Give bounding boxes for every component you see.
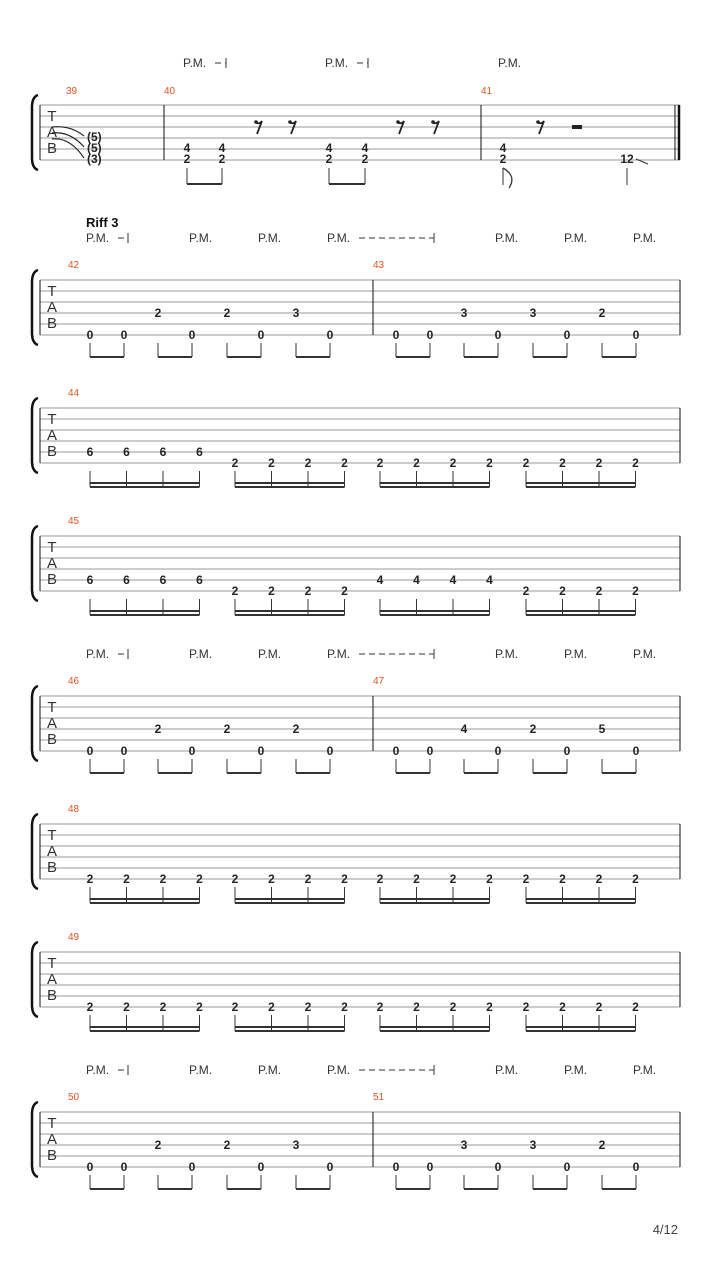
measure-47-fret: 0: [494, 744, 502, 758]
measure-47-fret: 0: [426, 744, 434, 758]
measure-number: 39: [66, 86, 78, 97]
measure-44-fret: 6: [196, 445, 203, 459]
palm-mute-label: P.M.: [633, 1063, 657, 1077]
tab-clef-t: T: [47, 827, 57, 844]
measure-43-fret: 2: [598, 306, 606, 320]
chord-fret-lower: 2: [183, 152, 191, 166]
measure-44-fret: 2: [449, 456, 457, 470]
measure-42-fret: 3: [292, 306, 300, 320]
measure-49-fret: 2: [341, 1000, 348, 1014]
chord-fret-upper: 4: [361, 141, 369, 155]
measure-43-fret: 0: [392, 328, 400, 342]
measure-49-fret: 2: [196, 1000, 203, 1014]
measure-45-fret: 4: [486, 573, 493, 587]
measure-number: 49: [68, 932, 80, 943]
measure-45-fret: 6: [123, 573, 130, 587]
measure-43-fret: 0: [563, 328, 571, 342]
measure-48-fret: 2: [522, 872, 530, 886]
tab-clef-a: A: [46, 1131, 58, 1148]
palm-mute-label: P.M.: [189, 231, 213, 245]
measure-51-fret: 0: [632, 1160, 640, 1174]
tuning-note: (5): [87, 141, 102, 155]
tab-clef-a: A: [46, 299, 58, 316]
measure-44-fret: 6: [86, 445, 94, 459]
measure-49-fret: 2: [559, 1000, 566, 1014]
measure-45-fret: 6: [86, 573, 94, 587]
measure-49-fret: 2: [376, 1000, 384, 1014]
measure-number: 45: [68, 516, 80, 527]
palm-mute-label: P.M.: [633, 647, 657, 661]
measure-50-fret: 0: [326, 1160, 334, 1174]
measure-50-fret: 0: [257, 1160, 265, 1174]
system-bracket: [32, 814, 38, 889]
tab-clef-b: B: [46, 571, 58, 588]
palm-mute-label: P.M.: [564, 647, 588, 661]
chord-fret-upper: 4: [183, 141, 191, 155]
measure-43-fret: 3: [460, 306, 468, 320]
measure-49-fret: 2: [522, 1000, 530, 1014]
measure-48-fret: 2: [159, 872, 167, 886]
tuning-note: (5): [87, 130, 102, 144]
system-bracket: [32, 398, 38, 473]
measure-49-fret: 2: [304, 1000, 312, 1014]
measure-51-fret: 3: [529, 1138, 537, 1152]
measure-49-fret: 2: [123, 1000, 130, 1014]
measure-42-fret: 0: [188, 328, 196, 342]
measure-51-fret: 0: [426, 1160, 434, 1174]
tab-clef-t: T: [47, 1115, 57, 1132]
palm-mute-label: P.M.: [327, 1063, 351, 1077]
measure-49-fret: 2: [595, 1000, 603, 1014]
measure-49-fret: 2: [449, 1000, 457, 1014]
measure-44-fret: 2: [231, 456, 239, 470]
measure-44-fret: 2: [341, 456, 348, 470]
measure-51-fret: 3: [460, 1138, 468, 1152]
measure-47-fret: 0: [563, 744, 571, 758]
measure-48-fret: 2: [559, 872, 566, 886]
measure-45-fret: 2: [341, 584, 348, 598]
measure-50-fret: 0: [86, 1160, 94, 1174]
tab-clef-t: T: [47, 955, 57, 972]
palm-mute-label: P.M.: [258, 1063, 282, 1077]
measure-45-fret: 2: [231, 584, 239, 598]
measure-50-fret: 0: [188, 1160, 196, 1174]
palm-mute-label: P.M.: [327, 231, 351, 245]
measure-51-fret: 0: [563, 1160, 571, 1174]
measure-50-fret: 3: [292, 1138, 300, 1152]
palm-mute-label: P.M.: [327, 647, 351, 661]
eighth-rest-dot: [288, 120, 292, 124]
measure-49-fret: 2: [632, 1000, 639, 1014]
measure-45-fret: 4: [413, 573, 420, 587]
eighth-rest-dot: [396, 120, 400, 124]
measure-51-fret: 0: [494, 1160, 502, 1174]
measure-45-fret: 2: [632, 584, 639, 598]
tab-clef-a: A: [46, 555, 58, 572]
palm-mute-label: P.M.: [495, 647, 519, 661]
measure-number: 41: [481, 86, 493, 97]
tab-clef-t: T: [47, 411, 57, 428]
measure-47-fret: 2: [529, 722, 537, 736]
chord-fret-lower: 2: [218, 152, 226, 166]
system-bracket: [32, 95, 38, 170]
chord-fret-upper: 4: [499, 141, 507, 155]
palm-mute-label: P.M.: [633, 231, 657, 245]
measure-44-fret: 2: [559, 456, 566, 470]
palm-mute-label: P.M.: [498, 56, 522, 70]
tab-clef-a: A: [46, 427, 58, 444]
system-6: [32, 804, 680, 903]
measure-45-fret: 2: [559, 584, 566, 598]
measure-48-fret: 2: [341, 872, 348, 886]
system-3: [32, 388, 680, 487]
measure-47-fret: 0: [632, 744, 640, 758]
measure-46-fret: 2: [292, 722, 300, 736]
measure-48-fret: 2: [86, 872, 94, 886]
measure-49-fret: 2: [231, 1000, 239, 1014]
measure-48-fret: 2: [449, 872, 457, 886]
system-5: [32, 647, 680, 773]
measure-50-fret: 2: [223, 1138, 231, 1152]
measure-number: 51: [373, 1092, 385, 1103]
measure-number: 40: [164, 86, 176, 97]
measure-number: 42: [68, 260, 80, 271]
tab-clef-b: B: [46, 1147, 58, 1164]
measure-45-fret: 6: [196, 573, 203, 587]
measure-46-fret: 2: [154, 722, 162, 736]
tuning-note: (3): [87, 152, 102, 166]
measure-44-fret: 2: [595, 456, 603, 470]
palm-mute-label: P.M.: [189, 1063, 213, 1077]
measure-44-fret: 6: [159, 445, 167, 459]
measure-43-fret: 3: [529, 306, 537, 320]
measure-48-fret: 2: [268, 872, 275, 886]
system-bracket: [32, 1102, 38, 1177]
tab-clef-t: T: [47, 539, 57, 556]
measure-46-fret: 0: [120, 744, 128, 758]
palm-mute-label: P.M.: [183, 56, 207, 70]
measure-44-fret: 2: [632, 456, 639, 470]
measure-48-fret: 2: [632, 872, 639, 886]
measure-47-fret: 5: [598, 722, 606, 736]
tab-clef-b: B: [46, 859, 58, 876]
measure-43-fret: 0: [632, 328, 640, 342]
tab-clef-b: B: [46, 987, 58, 1004]
measure-44-fret: 2: [268, 456, 275, 470]
measure-51-fret: 0: [392, 1160, 400, 1174]
eighth-rest-dot: [254, 120, 258, 124]
measure-48-fret: 2: [413, 872, 420, 886]
tab-clef-b: B: [46, 731, 58, 748]
measure-51-fret: 2: [598, 1138, 606, 1152]
measure-45-fret: 2: [268, 584, 275, 598]
measure-48-fret: 2: [486, 872, 493, 886]
palm-mute-label: P.M.: [189, 647, 213, 661]
measure-42-fret: 0: [326, 328, 334, 342]
measure-43-fret: 0: [494, 328, 502, 342]
measure-number: 43: [373, 260, 385, 271]
system-2: [32, 215, 680, 357]
note-flag: [503, 168, 512, 188]
measure-49-fret: 2: [413, 1000, 420, 1014]
measure-44-fret: 2: [413, 456, 420, 470]
eighth-rest-dot: [431, 120, 435, 124]
palm-mute-label: P.M.: [325, 56, 349, 70]
page-number: 4/12: [652, 1222, 678, 1237]
palm-mute-label: P.M.: [86, 231, 110, 245]
measure-number: 47: [373, 676, 385, 687]
tab-clef-a: A: [46, 124, 58, 141]
system-bracket: [32, 526, 38, 601]
measure-42-fret: 0: [86, 328, 94, 342]
tab-clef-t: T: [47, 108, 57, 125]
measure-44-fret: 2: [304, 456, 312, 470]
measure-46-fret: 2: [223, 722, 231, 736]
measure-44-fret: 6: [123, 445, 130, 459]
tab-clef-a: A: [46, 843, 58, 860]
measure-45-fret: 2: [595, 584, 603, 598]
tab-clef-b: B: [46, 140, 58, 157]
tab-clef-a: A: [46, 715, 58, 732]
measure-number: 48: [68, 804, 80, 815]
measure-49-fret: 2: [159, 1000, 167, 1014]
tab-clef-t: T: [47, 699, 57, 716]
riff-label: Riff 3: [86, 215, 119, 230]
measure-49-fret: 2: [486, 1000, 493, 1014]
slide-fret: 12: [620, 152, 634, 166]
measure-42-fret: 2: [223, 306, 231, 320]
measure-45-fret: 6: [159, 573, 167, 587]
measure-48-fret: 2: [123, 872, 130, 886]
system-1: [32, 56, 680, 188]
eighth-rest-dot: [536, 120, 540, 124]
system-4: [32, 516, 680, 615]
palm-mute-label: P.M.: [495, 1063, 519, 1077]
measure-42-fret: 0: [257, 328, 265, 342]
measure-number: 46: [68, 676, 80, 687]
system-bracket: [32, 270, 38, 345]
measure-45-fret: 2: [522, 584, 530, 598]
chord-fret-lower: 2: [499, 152, 507, 166]
system-bracket: [32, 686, 38, 761]
measure-48-fret: 2: [376, 872, 384, 886]
measure-48-fret: 2: [231, 872, 239, 886]
measure-48-fret: 2: [304, 872, 312, 886]
palm-mute-label: P.M.: [564, 1063, 588, 1077]
palm-mute-label: P.M.: [258, 231, 282, 245]
measure-42-fret: 0: [120, 328, 128, 342]
measure-45-fret: 2: [304, 584, 312, 598]
measure-46-fret: 0: [86, 744, 94, 758]
half-rest: [572, 125, 582, 129]
palm-mute-label: P.M.: [258, 647, 282, 661]
tab-clef-b: B: [46, 443, 58, 460]
palm-mute-label: P.M.: [495, 231, 519, 245]
measure-46-fret: 0: [257, 744, 265, 758]
measure-45-fret: 4: [376, 573, 384, 587]
chord-fret-lower: 2: [361, 152, 369, 166]
measure-50-fret: 2: [154, 1138, 162, 1152]
measure-48-fret: 2: [196, 872, 203, 886]
chord-fret-lower: 2: [325, 152, 333, 166]
measure-45-fret: 4: [449, 573, 457, 587]
measure-44-fret: 2: [376, 456, 384, 470]
measure-44-fret: 2: [522, 456, 530, 470]
measure-46-fret: 0: [326, 744, 334, 758]
measure-42-fret: 2: [154, 306, 162, 320]
measure-50-fret: 0: [120, 1160, 128, 1174]
measure-number: 44: [68, 388, 80, 399]
chord-fret-upper: 4: [218, 141, 226, 155]
tab-clef-b: B: [46, 315, 58, 332]
measure-49-fret: 2: [86, 1000, 94, 1014]
measure-44-fret: 2: [486, 456, 493, 470]
palm-mute-label: P.M.: [86, 647, 110, 661]
system-7: [32, 932, 680, 1031]
chord-fret-upper: 4: [325, 141, 333, 155]
measure-47-fret: 0: [392, 744, 400, 758]
measure-49-fret: 2: [268, 1000, 275, 1014]
measure-47-fret: 4: [460, 722, 468, 736]
system-bracket: [32, 942, 38, 1017]
palm-mute-label: P.M.: [86, 1063, 110, 1077]
measure-number: 50: [68, 1092, 80, 1103]
tab-clef-a: A: [46, 971, 58, 988]
system-8: [32, 1063, 680, 1189]
palm-mute-label: P.M.: [564, 231, 588, 245]
measure-48-fret: 2: [595, 872, 603, 886]
measure-46-fret: 0: [188, 744, 196, 758]
measure-43-fret: 0: [426, 328, 434, 342]
tab-clef-t: T: [47, 283, 57, 300]
